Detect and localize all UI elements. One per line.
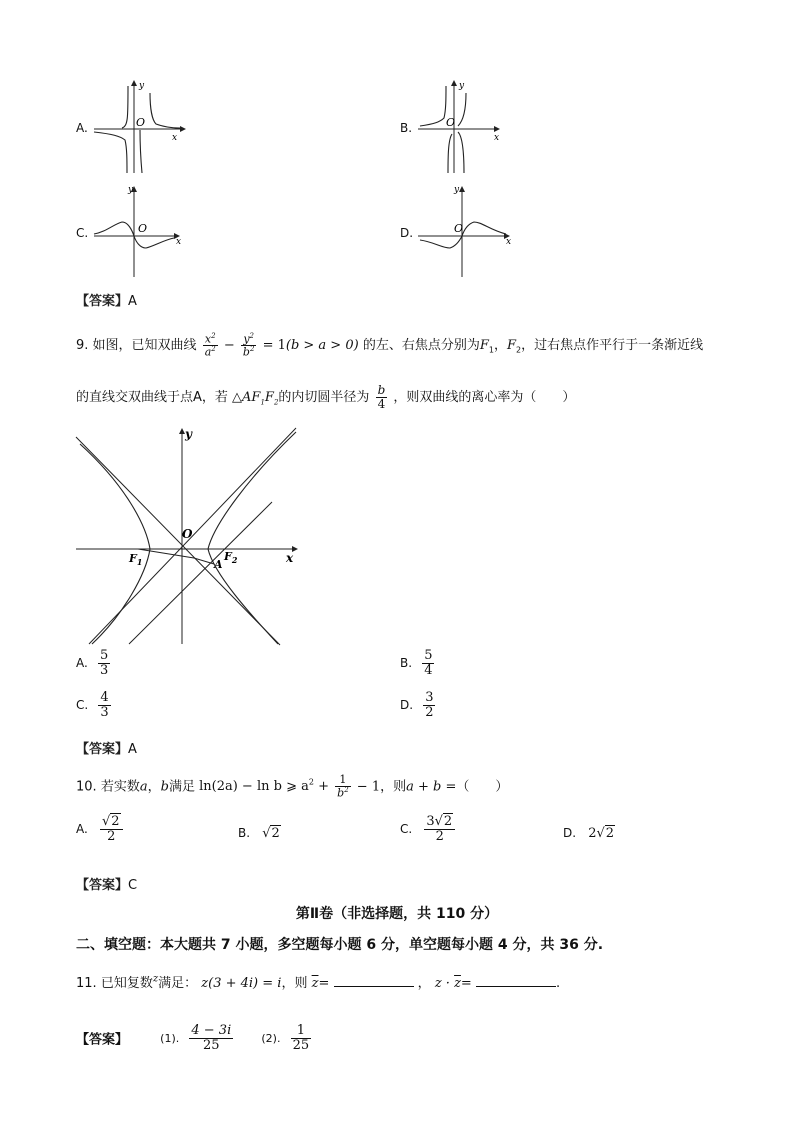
fig-origin-label: O xyxy=(182,527,193,541)
answer-blank-1[interactable] xyxy=(334,974,414,987)
option-d-graph xyxy=(416,182,516,278)
fig-y-label: y xyxy=(185,427,192,441)
y-axis-label: y xyxy=(459,81,465,91)
eq-rhs: = 1 xyxy=(262,338,286,353)
eq-frac-x: $\frac{x^2}{a^2}$ xyxy=(204,331,216,359)
q10-option-a: A. $\frac{√2}{2}$ xyxy=(76,815,125,843)
q10-answer xyxy=(76,874,137,893)
option-a-label: A. xyxy=(76,121,88,135)
q10-inequality: ln(2a) − ln b ⩾ $a^2$ + xyxy=(199,778,329,795)
answer-blank-2[interactable] xyxy=(476,974,556,987)
origin-label: O xyxy=(454,222,464,235)
q9-line2-text3: ，则双曲线的离心率为（ ） xyxy=(393,390,576,405)
q9-line1: 9. 如图，已知双曲线 $\frac{x^2}{a^2}$ − $\frac{y^2}{b^2}$ = 1(b > a > 0) 的左、右焦点分别为$F_1$，$F_2$，过右焦点作平行于一条渐近线 xyxy=(76,331,704,359)
x-axis-label: x xyxy=(172,133,178,143)
q9-text3: ，过右焦点作平行于一条渐近线 xyxy=(521,338,704,353)
answer-value: A xyxy=(128,742,137,757)
q11-stem: 11. 已知复数$^z$满足： z(3 + 4i) = i，则 $\overline{z}=$ ， $z \cdot \overline{z}=$ . xyxy=(76,973,561,991)
q10-option-c: C. $\frac{3√2}{2}$ xyxy=(400,815,457,843)
answer-value: A xyxy=(128,294,137,309)
x-axis-label: x xyxy=(494,133,500,143)
answer-tag: 【答案】 xyxy=(76,878,129,893)
hyperbola-figure xyxy=(74,424,304,646)
option-c-label: C. xyxy=(76,226,89,240)
answer-value: C xyxy=(128,878,138,893)
fig-f1-label: $F_1$ xyxy=(129,552,143,567)
eq-frac-y: $\frac{y^2}{b^2}$ xyxy=(242,331,255,359)
y-axis-label: y xyxy=(139,81,145,91)
x-axis-label: x xyxy=(176,237,182,247)
q11-answer: 【答案】 (1). $\frac{4 - 3i}{25}$ (2). $\frac{1}{25}$ xyxy=(76,1023,310,1053)
fig-x-label: x xyxy=(286,551,294,565)
option-c-graph xyxy=(92,182,188,278)
fig-f2-label: $F_2$ xyxy=(224,550,238,565)
q9-option-a: A. $\frac{5}{3}$ xyxy=(76,648,109,678)
option-b-label: B. xyxy=(400,121,413,135)
q10-option-d: D. 2√2 xyxy=(563,826,615,841)
q9-line2-text2: 的内切圆半径为 xyxy=(278,390,370,405)
y-axis-label: y xyxy=(454,185,460,195)
y-axis-label: y xyxy=(128,185,134,195)
section-subtitle: 二、填空题：本大题共 7 小题，多空题每小题 6 分，单空题每小题 4 分，共 36 分. xyxy=(76,937,604,953)
option-d-label: D. xyxy=(400,226,414,240)
q9-line2 xyxy=(76,378,575,423)
q9-option-b: B. $\frac{5}{4}$ xyxy=(400,648,433,678)
q9-line2-text1: 的直线交双曲线于点A，若 xyxy=(76,390,228,405)
q9-text1: 如图，已知双曲线 xyxy=(92,338,197,353)
origin-label: O xyxy=(136,116,146,129)
option-b-graph xyxy=(416,78,512,174)
fig-a-label: A xyxy=(214,558,223,571)
answer-tag: 【答案】 xyxy=(76,1032,129,1048)
triangle-name: $\triangle AF_1F_2$ xyxy=(232,390,279,407)
section-title: 第Ⅱ卷（非选择题，共 110 分） xyxy=(295,906,499,922)
question-number: 9. xyxy=(76,338,89,353)
q9-answer xyxy=(76,738,137,757)
q9-text2: 的左、右焦点分别为 xyxy=(362,338,480,353)
q9-option-d: D. $\frac{3}{2}$ xyxy=(400,690,434,720)
q11-equation: z(3 + 4i) = i xyxy=(201,976,282,991)
answer-tag: 【答案】 xyxy=(76,742,129,757)
q8-answer xyxy=(76,290,137,309)
q10-option-b: B. √2 xyxy=(238,826,280,841)
origin-label: O xyxy=(446,116,456,129)
eq-condition: (b > a > 0) xyxy=(285,338,359,353)
q10-stem: 10. 若实数a，b满足 ln(2a) − ln b ⩾ $a^2$ + $\frac{1}{b^2}$ − 1，则a + b =（ ） xyxy=(76,773,509,800)
origin-label: O xyxy=(138,222,148,235)
x-axis-label: x xyxy=(506,237,512,247)
answer-tag: 【答案】 xyxy=(76,294,129,309)
option-a-graph xyxy=(92,78,188,174)
radius-frac: $\frac{b}{4}$ xyxy=(377,383,386,411)
q9-option-c: C. $\frac{4}{3}$ xyxy=(76,690,109,720)
